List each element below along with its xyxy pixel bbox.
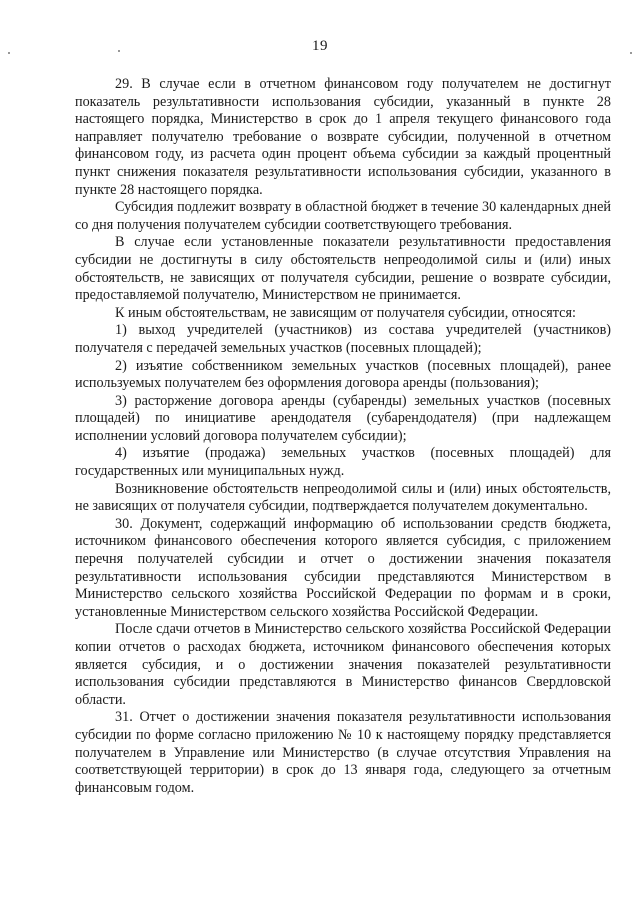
paragraph-refund-term: Субсидия подлежит возврату в областной бюджет в течение 30 календарных дней со дня получения получателем субсидии соответствующего требования. xyxy=(75,199,611,233)
page-number: 19 xyxy=(312,38,328,54)
list-item-4: 4) изъятие (продажа) земельных участков (посевных площадей) для государственных или муниципальных нужд. xyxy=(75,445,611,480)
list-item-3: 3) расторжение договора аренды (субаренды) земельных участков (посевных площадей) по инициативе арендодателя (субарендодателя) (при надлежащем исполнении условий договора получателем субсидии); xyxy=(75,392,611,444)
paragraph-31: 31. Отчет о достижении значения показателя результативности использования субсидии по форме согласно приложению № 10 к настоящему порядку представляется получателем в Управление или Министерство (в случае отсутствия Управления на соответствующей территории) в срок до 13 января года, следующего за отчетным финансовым годом. xyxy=(75,709,611,796)
list-item-1: 1) выход учредителей (участников) из состава учредителей (участников) получателя с передачей земельных участков (посевных площадей); xyxy=(75,322,611,356)
paragraph-confirmation: Возникновение обстоятельств непреодолимой силы и (или) иных обстоятельств, не зависящих от получателя субсидии, подтверждается получателем документально. xyxy=(75,480,611,515)
paragraph-29: 29. В случае если в отчетном финансовом году получателем не достигнут показатель результативности использования субсидии, указанный в пункте 28 настоящего порядка, Министерство в срок до 1 апреля текущего финансового года направляет получателю требование о возврате субсидии, полученной в отчетном финансовом году, из расчета один процент объема субсидии за каждый процентный пункт снижения показателя результативности использования субсидии, указанного в пункте 28 настоящего порядка. xyxy=(75,76,611,198)
document-body xyxy=(75,76,611,797)
paragraph-other-circumstances: К иным обстоятельствам, не зависящим от получателя субсидии, относятся: xyxy=(115,304,576,321)
paragraph-force-majeure: В случае если установленные показатели результативности предоставления субсидии не достигнуты в силу обстоятельств непреодолимой силы и (или) иных обстоятельств, не зависящих от получателя субсидии, решение о возврате субсидии, предоставляемой получателю, Министерством не принимается. xyxy=(75,234,611,304)
paragraph-30: 30. Документ, содержащий информацию об использовании средств бюджета, источником финансового обеспечения которого является субсидия, с приложением перечня получателей субсидии и отчет о достижении значения показателя результативности использования субсидии представляются Министерством в Министерство сельского хозяйства Российской Федерации по формам и в сроки, установленные Министерством сельского хозяйства Российской Федерации. xyxy=(75,515,611,620)
list-item-2: 2) изъятие собственником земельных участков (посевных площадей), ранее используемых получателем без оформления договора аренды (пользования); xyxy=(75,357,611,392)
paragraph-reports: После сдачи отчетов в Министерство сельского хозяйства Российской Федерации копии отчетов о расходах бюджета, источником финансового обеспечения которых является субсидия, и о достижении значения показателей результативности использования субсидии представляются в Министерство финансов Свердловской области. xyxy=(75,621,611,708)
